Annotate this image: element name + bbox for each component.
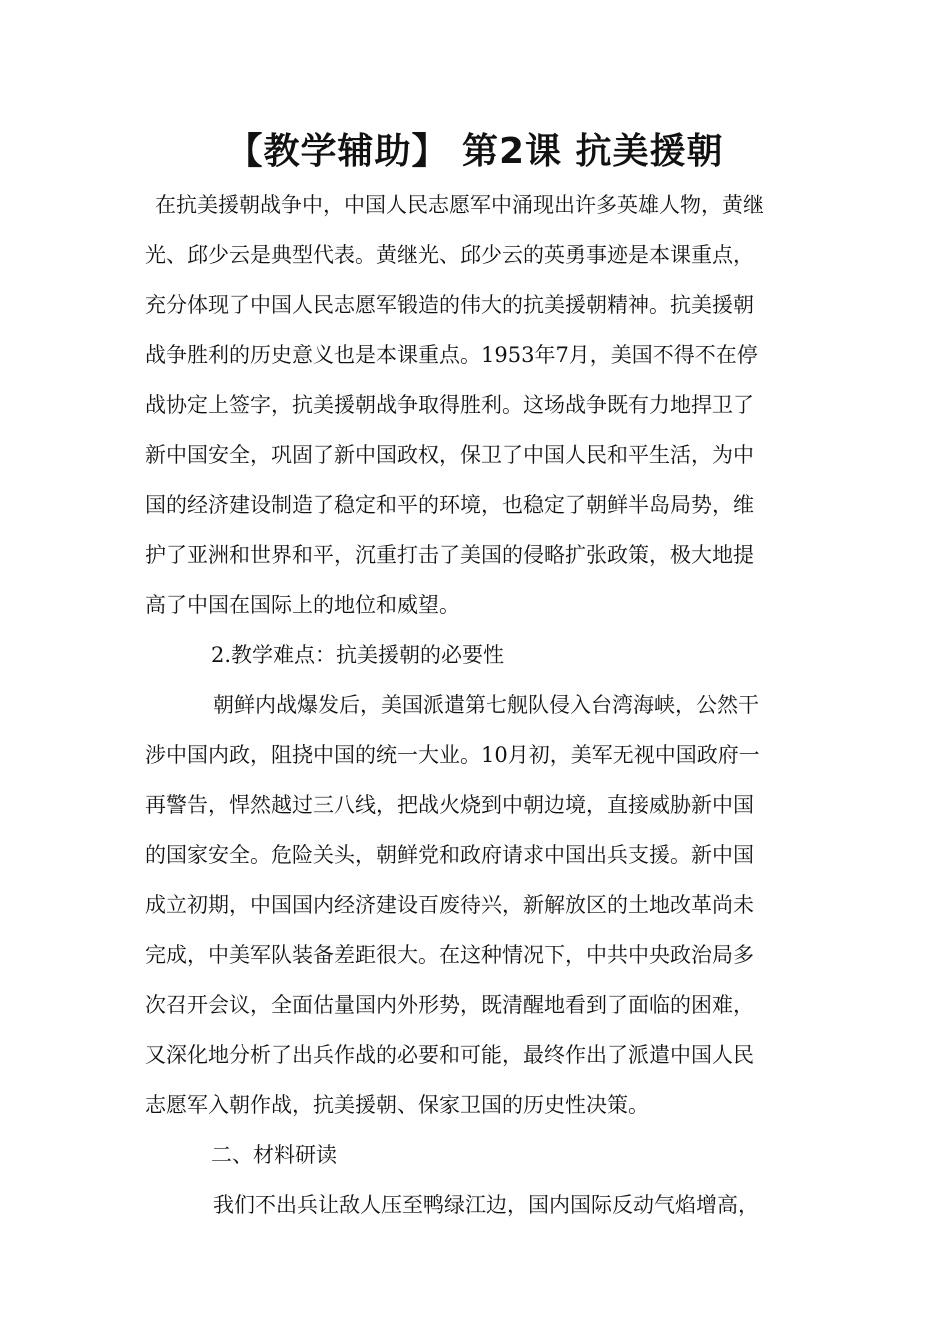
section-heading: 2.教学难点：抗美援朝的必要性: [211, 643, 505, 667]
paragraph-line: 新中国安全，巩固了新中国政权，保卫了中国人民和平生活，为中: [145, 443, 754, 467]
paragraph-line: 次召开会议，全面估量国内外形势，既清醒地看到了面临的困难，: [145, 993, 754, 1017]
paragraph-line: 的国家安全。危险关头，朝鲜党和政府请求中国出兵支援。新中国: [145, 843, 754, 867]
paragraph-line: 在抗美援朝战争中，中国人民志愿军中涌现出许多英雄人物，黄继: [155, 193, 764, 217]
paragraph-line: 战协定上签字，抗美援朝战争取得胜利。这场战争既有力地捍卫了: [145, 393, 754, 417]
paragraph-line: 护了亚洲和世界和平，沉重打击了美国的侵略扩张政策，极大地提: [145, 543, 754, 567]
paragraph-line: 充分体现了中国人民志愿军锻造的伟大的抗美援朝精神。抗美援朝: [145, 293, 754, 317]
paragraph-line: 战争胜利的历史意义也是本课重点。1953年7月，美国不得不在停: [145, 343, 758, 367]
document-body: [145, 180, 810, 1230]
paragraph-line: 我们不出兵让敌人压至鸭绿江边，国内国际反动气焰增高，: [213, 1193, 759, 1217]
paragraph-line: 光、邱少云是典型代表。黄继光、邱少云的英勇事迹是本课重点，: [145, 243, 754, 267]
paragraph-line: 国的经济建设制造了稳定和平的环境，也稳定了朝鲜半岛局势，维: [145, 493, 754, 517]
section-heading: 二、材料研读: [211, 1143, 337, 1167]
paragraph-line: 朝鲜内战爆发后，美国派遣第七舰队侵入台湾海峡，公然干: [213, 693, 759, 717]
paragraph-line: 志愿军入朝作战，抗美援朝、保家卫国的历史性决策。: [145, 1093, 649, 1117]
paragraph-line: 再警告，悍然越过三八线，把战火烧到中朝边境，直接威胁新中国: [145, 793, 754, 817]
paragraph-line: 高了中国在国际上的地位和威望。: [145, 593, 460, 617]
paragraph-line: 又深化地分析了出兵作战的必要和可能，最终作出了派遣中国人民: [145, 1043, 754, 1067]
paragraph-line: 涉中国内政，阻挠中国的统一大业。10月初，美军无视中国政府一: [145, 743, 760, 767]
document-title: 【教学辅助】 第2课 抗美援朝: [226, 131, 724, 172]
paragraph-line: 完成，中美军队装备差距很大。在这种情况下，中共中央政治局多: [145, 943, 754, 967]
paragraph-line: 成立初期，中国国内经济建设百废待兴，新解放区的土地改革尚未: [145, 893, 754, 917]
